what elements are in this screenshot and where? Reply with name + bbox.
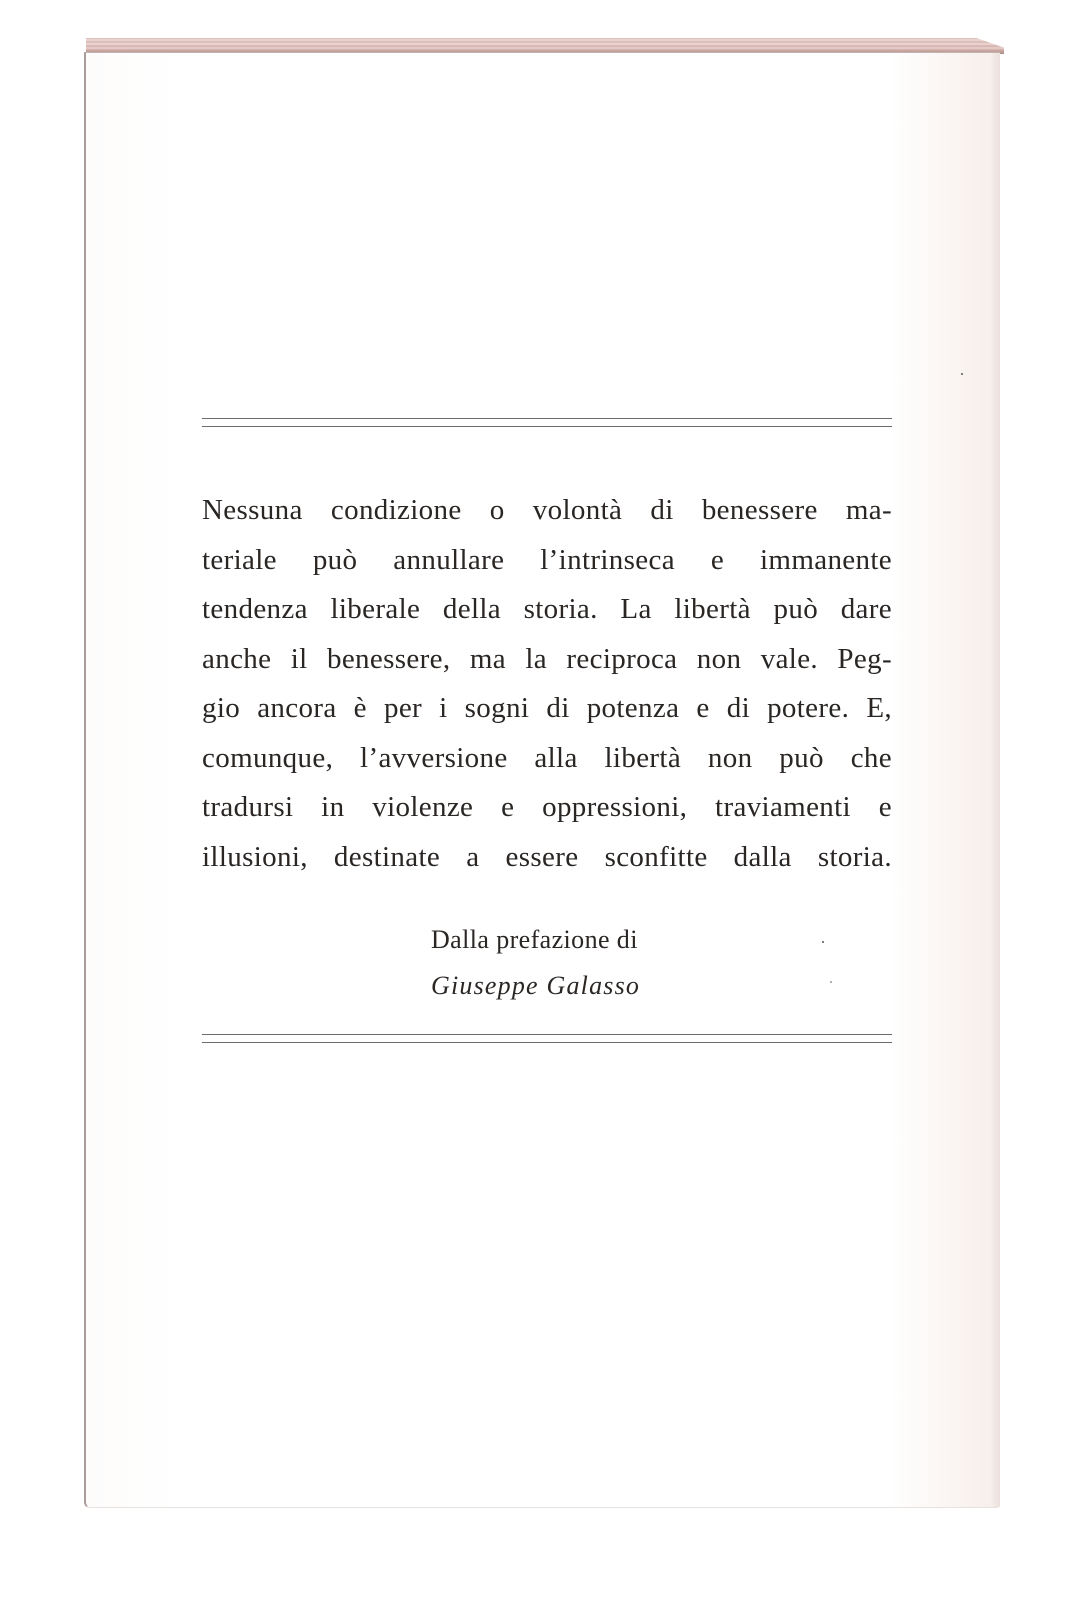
- top-double-rule: [202, 418, 892, 427]
- quote-line: Nessuna condizione o volontà di benessere ma-: [202, 494, 892, 526]
- back-cover: [84, 52, 1000, 1508]
- book: [84, 38, 1006, 1510]
- paper-speck: [830, 981, 832, 983]
- attribution-prefix: Dalla prefazione di: [431, 925, 638, 954]
- paper-speck: [961, 373, 963, 375]
- rule-line: [202, 1042, 892, 1043]
- quote-line: tendenza liberale della storia. La libertà può dare: [202, 593, 892, 625]
- quote-line: illusioni, destinate a essere sconfitte dalla storia.: [202, 840, 892, 873]
- paper-speck: [822, 941, 824, 943]
- bottom-double-rule: [202, 1034, 892, 1043]
- attribution-author: Giuseppe Galasso: [431, 971, 641, 1000]
- rule-line: [202, 426, 892, 427]
- cover-edge-shadow: [990, 53, 1000, 1507]
- blurb-quote: [202, 486, 892, 882]
- quote-line: teriale può annullare l’intrinseca e immanente: [202, 543, 892, 576]
- quote-line: anche il benessere, ma la reciproca non vale. Peg-: [202, 642, 892, 675]
- quote-line: gio ancora è per i sogni di potenza e di potere. E,: [202, 692, 892, 724]
- attribution: [431, 917, 640, 1009]
- quote-line: comunque, l’avversione alla libertà non può che: [202, 741, 892, 774]
- rule-line: [202, 418, 892, 419]
- quote-line: tradursi in violenze e oppressioni, traviamenti e: [202, 791, 892, 823]
- rule-line: [202, 1034, 892, 1035]
